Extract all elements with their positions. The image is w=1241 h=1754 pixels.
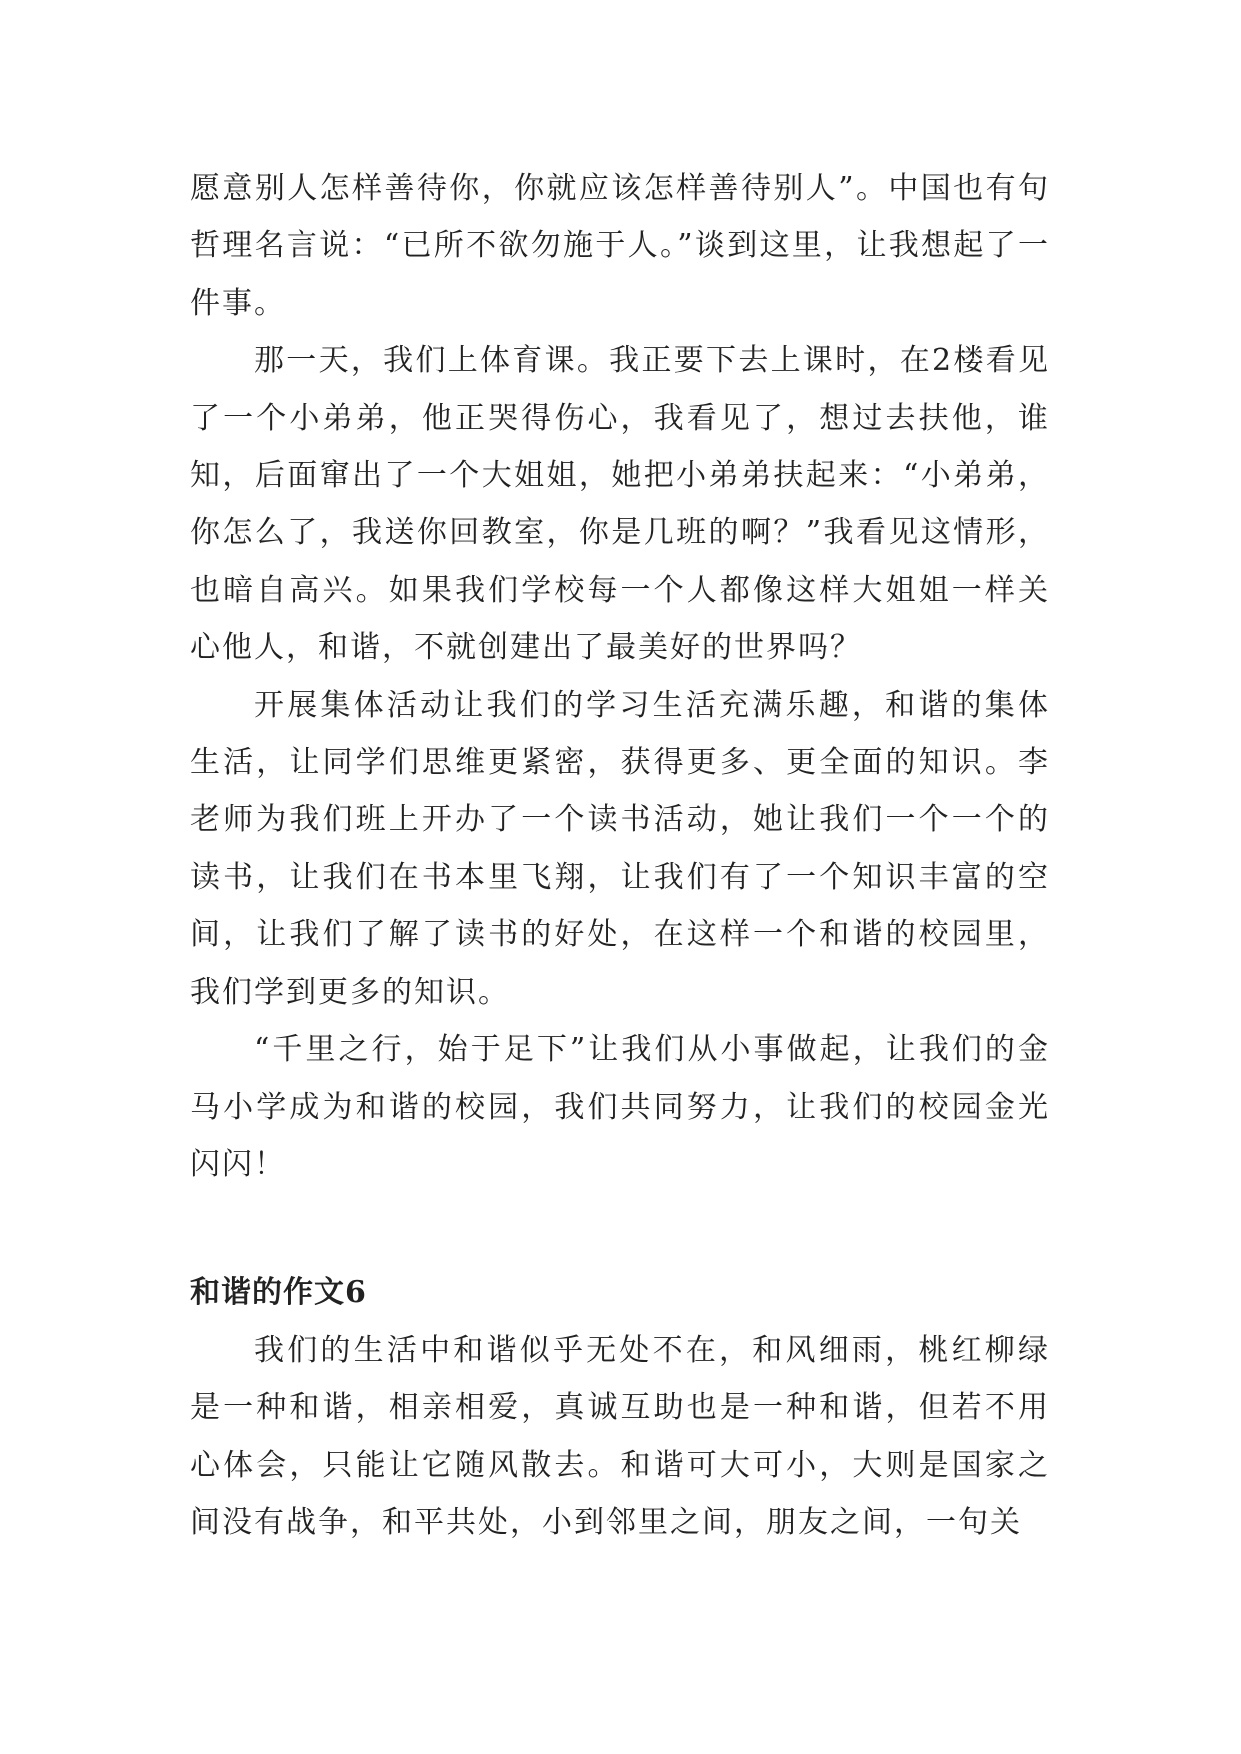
section-title: 和谐的作文6 <box>190 1275 367 1311</box>
paragraph: 我们的生活中和谐似乎无处不在，和风细雨，桃红柳绿是一种和谐，相亲相爱，真诚互助也是一种和谐，但若不用心体会，只能让它随风散去。和谐可大可小，大则是国家之间没有战争，和平共处，小到邻里之间，朋友之间，一句关 <box>190 1332 1050 1540</box>
paragraph: 那一天，我们上体育课。我正要下去上课时，在2楼看见了一个小弟弟，他正哭得伤心，我看见了，想过去扶他，谁知，后面窜出了一个大姐姐，她把小弟弟扶起来：“小弟弟，你怎么了，我送你回教室，你是几班的啊？”我看见这情形，也暗自高兴。如果我们学校每一个人都像这样大姐姐一样关心他人，和谐，不就创建出了最美好的世界吗？ <box>190 343 1050 666</box>
document-body <box>190 160 1050 1551</box>
paragraph: 愿意别人怎样善待你，你就应该怎样善待别人”。中国也有句哲理名言说：“已所不欲勿施于人。”谈到这里，让我想起了一件事。 <box>190 171 1050 321</box>
paragraph: 开展集体活动让我们的学习生活充满乐趣，和谐的集体生活，让同学们思维更紧密，获得更多、更全面的知识。李老师为我们班上开办了一个读书活动，她让我们一个一个的读书，让我们在书本里飞翔，让我们有了一个知识丰富的空间，让我们了解了读书的好处，在这样一个和谐的校园里，我们学到更多的知识。 <box>190 687 1050 1010</box>
paragraph: “千里之行，始于足下”让我们从小事做起，让我们的金马小学成为和谐的校园，我们共同努力，让我们的校园金光闪闪！ <box>190 1032 1050 1182</box>
